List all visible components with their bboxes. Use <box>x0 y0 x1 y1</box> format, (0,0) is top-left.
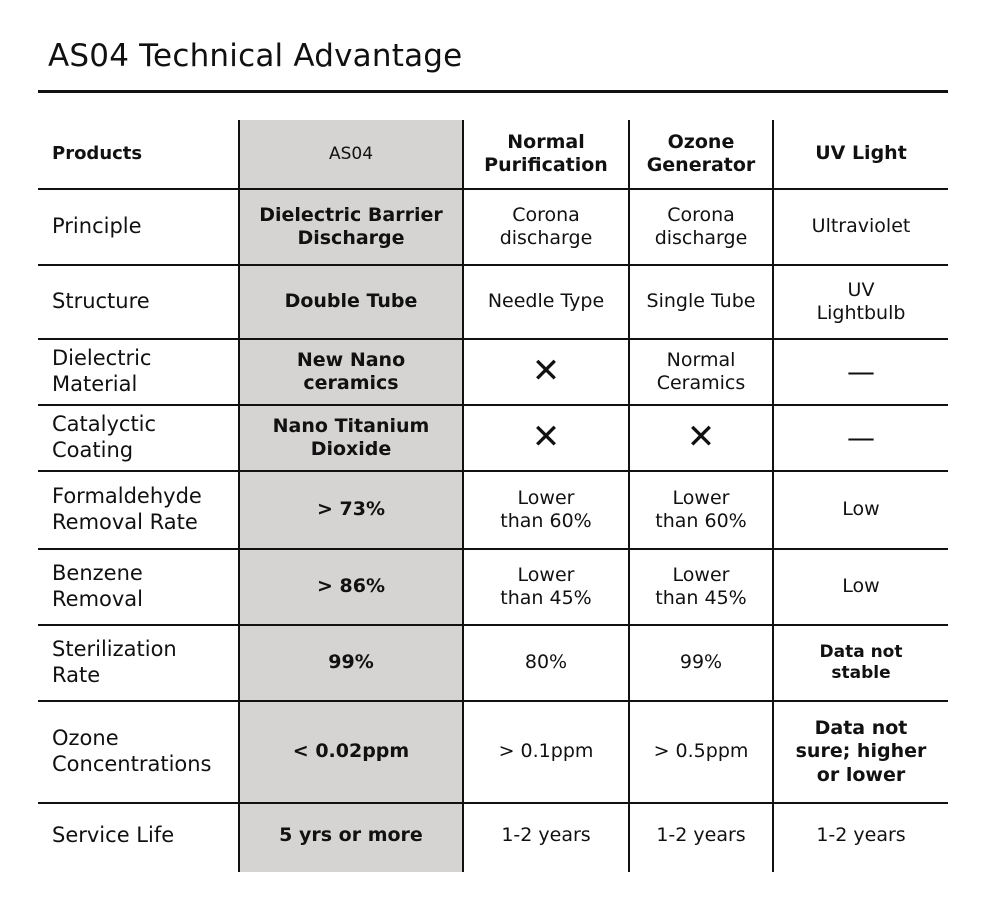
table-cell: UV Lightbulb <box>816 278 906 324</box>
table-cell: < 0.02ppm <box>292 740 410 763</box>
dash-icon: — <box>847 420 875 454</box>
table-cell: 99% <box>679 651 723 674</box>
cross-icon: ✕ <box>531 417 561 458</box>
table-cell: 99% <box>328 651 374 674</box>
table-cell: Needle Type <box>487 290 605 313</box>
table-cell: Data not stable <box>819 642 903 683</box>
table-cell: 1-2 years <box>816 824 906 847</box>
row-label-benzene-removal: Benzene Removal <box>52 561 144 611</box>
table-cell: Lower than 45% <box>500 563 592 609</box>
header-normal-purification: Normal Purification <box>484 130 608 176</box>
row-label-catalyctic-coating: Catalyctic Coating <box>52 412 157 462</box>
table-cell: Nano Titanium Dioxide <box>272 414 430 460</box>
table-cell: 5 yrs or more <box>279 824 423 847</box>
row-label-sterilization-rate: Sterilization Rate <box>52 637 177 687</box>
table-cell: Low <box>842 575 880 598</box>
table-cell: Lower than 60% <box>500 486 592 532</box>
page-title: AS04 Technical Advantage <box>48 38 463 74</box>
table-cell: Data not sure; higher or lower <box>795 717 927 786</box>
header-ozone-generator: Ozone Generator <box>646 130 756 176</box>
cross-icon: ✕ <box>531 351 561 392</box>
table-cell: Lower than 60% <box>655 486 747 532</box>
dash-icon: — <box>847 354 875 388</box>
table-cell: Corona discharge <box>654 203 748 249</box>
table-cell: Low <box>842 498 880 521</box>
header-uv-light: UV Light <box>815 142 907 165</box>
table-cell: Normal Ceramics <box>656 348 746 394</box>
table-cell: 1-2 years <box>501 824 591 847</box>
table-cell: Single Tube <box>646 290 756 313</box>
header-as04: AS04 <box>328 143 374 164</box>
title-divider <box>38 90 948 93</box>
table-cell: > 73% <box>316 498 385 521</box>
row-label-principle: Principle <box>52 214 142 239</box>
table-cell: Dielectric Barrier Discharge <box>259 203 443 249</box>
table-cell: Lower than 45% <box>655 563 747 609</box>
table-cell: Double Tube <box>284 290 418 313</box>
row-label-structure: Structure <box>52 289 150 314</box>
table-cell: 80% <box>524 651 568 674</box>
comparison-table <box>38 120 948 872</box>
table-cell: New Nano ceramics <box>296 348 406 394</box>
row-label-dielectric-material: Dielectric Material <box>52 346 152 396</box>
table-cell: 1-2 years <box>656 824 746 847</box>
row-label-formaldehyde-removal-rate: Formaldehyde Removal Rate <box>52 484 202 534</box>
table-cell: Corona discharge <box>499 203 593 249</box>
row-label-ozone-concentrations: Ozone Concentrations <box>52 726 212 776</box>
table-cell: Ultraviolet <box>811 215 911 238</box>
table-cell: > 86% <box>316 575 385 598</box>
cross-icon: ✕ <box>686 417 716 458</box>
row-label-service-life: Service Life <box>52 823 175 848</box>
table-cell: > 0.1ppm <box>498 740 594 763</box>
header-products: Products <box>52 143 143 165</box>
table-cell: > 0.5ppm <box>653 740 749 763</box>
